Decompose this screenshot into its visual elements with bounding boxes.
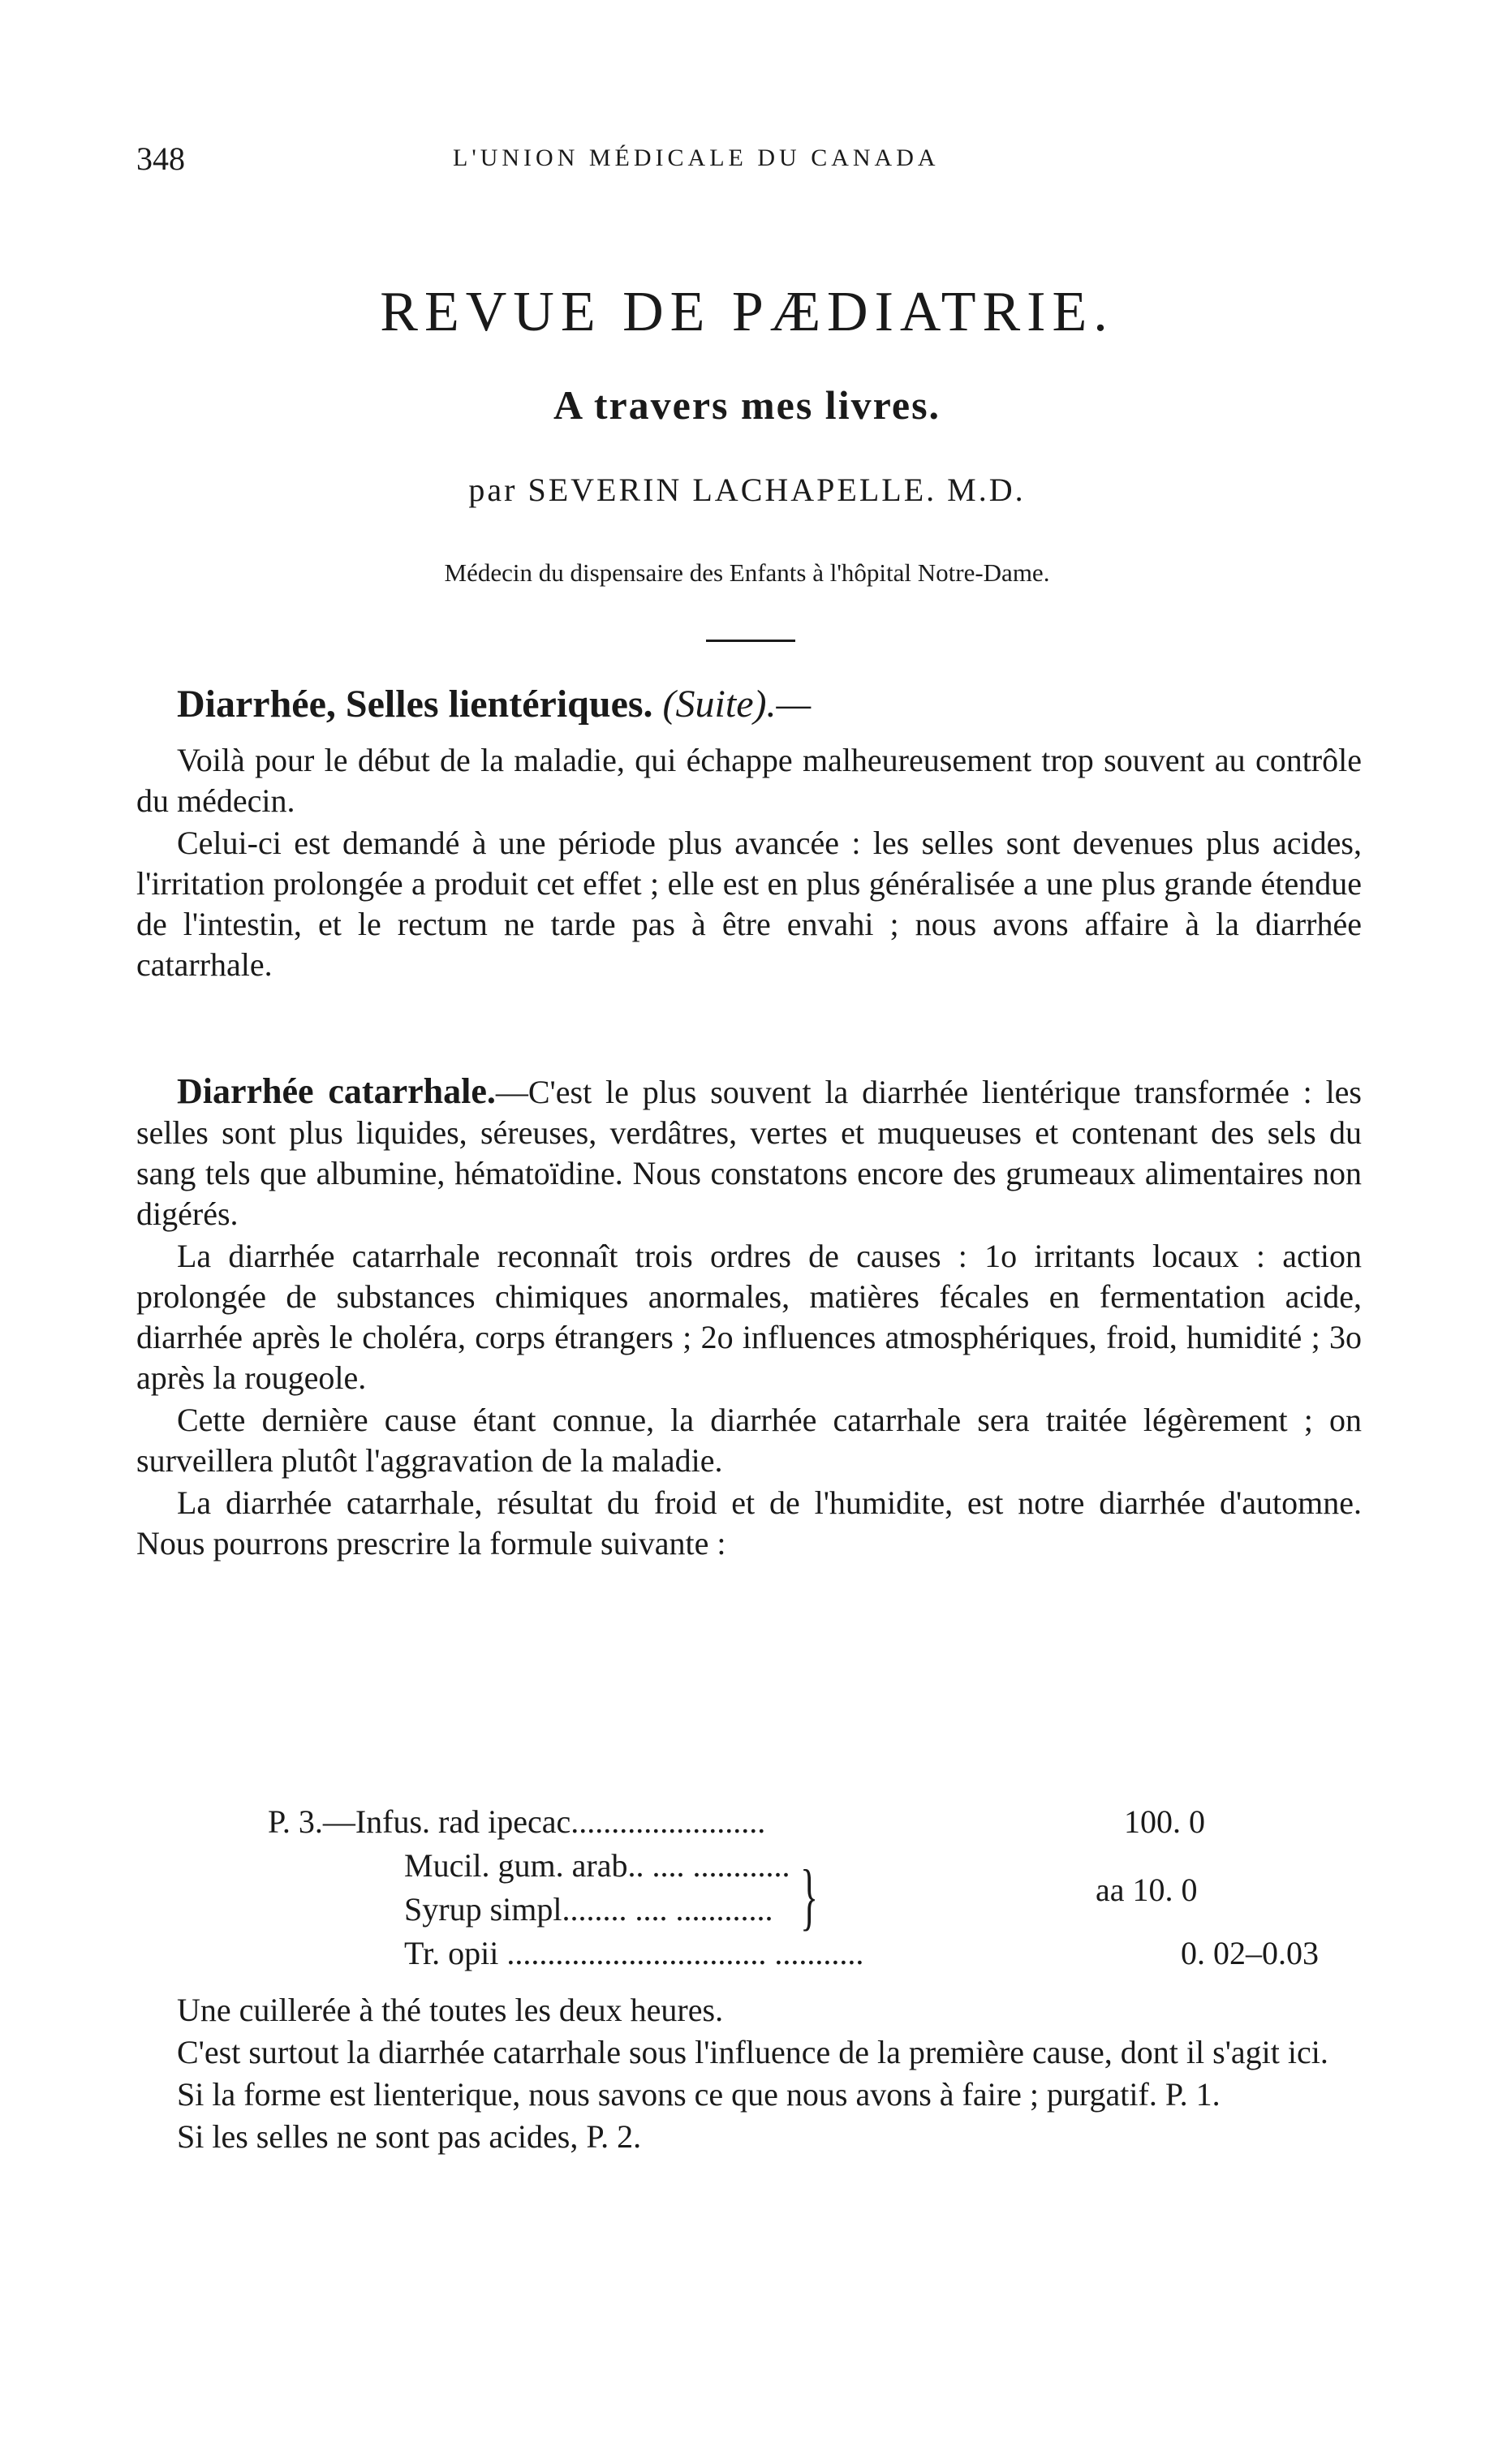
prescription-quantity: 100. 0 [1124, 1803, 1205, 1840]
page-number: 348 [136, 140, 185, 177]
paragraph: Celui-ci est demandé à une période plus avancée : les selles sont devenues plus acides, l'irritation prolongée a produit cet effet ; elle est en plus généralisée a une plus grande étendue de l'intestin, et le rectum ne tarde pas à être envahi ; nous avons affaire à la diarrhée catarrhale. [136, 825, 1362, 983]
subsection-heading-label: Diarrhée, Selles lientériques. [177, 683, 653, 726]
author-affiliation: Médecin du dispensaire des Enfants à l'hôpital Notre-Dame. [444, 558, 1050, 587]
prescription-row [268, 1844, 1371, 1888]
subsection-heading [177, 682, 811, 726]
prescription-item: Mucil. gum. arab.. .... ............ [404, 1847, 790, 1884]
running-head [136, 140, 1402, 180]
prescription-row [268, 1932, 1371, 1975]
author-byline: par SEVERIN LACHAPELLE. M.D. [468, 472, 1026, 508]
paragraph: La diarrhée catarrhale, résultat du froid et de l'humidite, est notre diarrhée d'automne. Nous pourrons prescrire la formule suivante : [136, 1484, 1362, 1562]
section-divider [706, 640, 795, 642]
prescription-item: Syrup simpl........ .... ............ [404, 1891, 773, 1928]
paragraph: Une cuillerée à thé toutes les deux heures. [177, 1992, 724, 2028]
prescription-item: Tr. opii ................................ ........... [404, 1935, 864, 1971]
journal-title: L'UNION MÉDICALE DU CANADA [453, 144, 940, 171]
prescription-item: P. 3.—Infus. rad ipecac........................ [268, 1803, 766, 1840]
paragraph: Si la forme est lienterique, nous savons ce que nous avons à faire ; purgatif. P. 1. [177, 2076, 1221, 2113]
paragraph: Si les selles ne sont pas acides, P. 2. [177, 2118, 642, 2155]
prescription-row [268, 1872, 1371, 1932]
catarrhal-text: —C'est le plus souvent la diarrhée lientérique transformée : les selles sont plus liquides, séreuses, verdâtres, vertes et muqueuses et contenant des sels du sang tels que albumine, hématoïdine. Nous constatons encore des grumeaux alimentaires non digérés. [136, 1074, 1362, 1232]
article-subtitle: A travers mes livres. [553, 382, 941, 428]
subsection-heading-suite: (Suite).— [662, 683, 812, 726]
paragraph: Cette dernière cause étant connue, la diarrhée catarrhale sera traitée légèrement ; on surveillera plutôt l'aggravation de la maladie. [136, 1402, 1362, 1479]
prescription-quantity: aa 10. 0 [1096, 1872, 1198, 1908]
catarrhal-paragraph [136, 1071, 1362, 1234]
section-title: REVUE DE PÆDIATRIE. [380, 281, 1114, 343]
paragraph: La diarrhée catarrhale reconnaît trois ordres de causes : 1o irritants locaux : action prolongée de substances chimiques anormales, matières fécales en fermentation acide, diarrhée après le choléra, corps étrangers ; 2o influences atmosphériques, froid, humidité ; 3o après la rougeole. [136, 1238, 1362, 1396]
prescription-quantity: 0. 02–0.03 [1181, 1935, 1319, 1971]
curly-brace: } [800, 1854, 819, 1937]
paragraph: C'est surtout la diarrhée catarrhale sous l'influence de la première cause, dont il s'agit ici. [177, 2034, 1328, 2070]
body-block-2 [136, 1071, 1362, 1564]
catarrhal-lead: Diarrhée catarrhale. [177, 1071, 496, 1111]
prescription [268, 1800, 1371, 1975]
body-block-1 [136, 740, 1362, 985]
paragraph: Voilà pour le début de la maladie, qui échappe malheureusement trop souvent au contrôle du médecin. [136, 742, 1362, 819]
prescription-row [268, 1800, 1371, 1844]
body-block-3 [136, 1990, 1362, 2157]
